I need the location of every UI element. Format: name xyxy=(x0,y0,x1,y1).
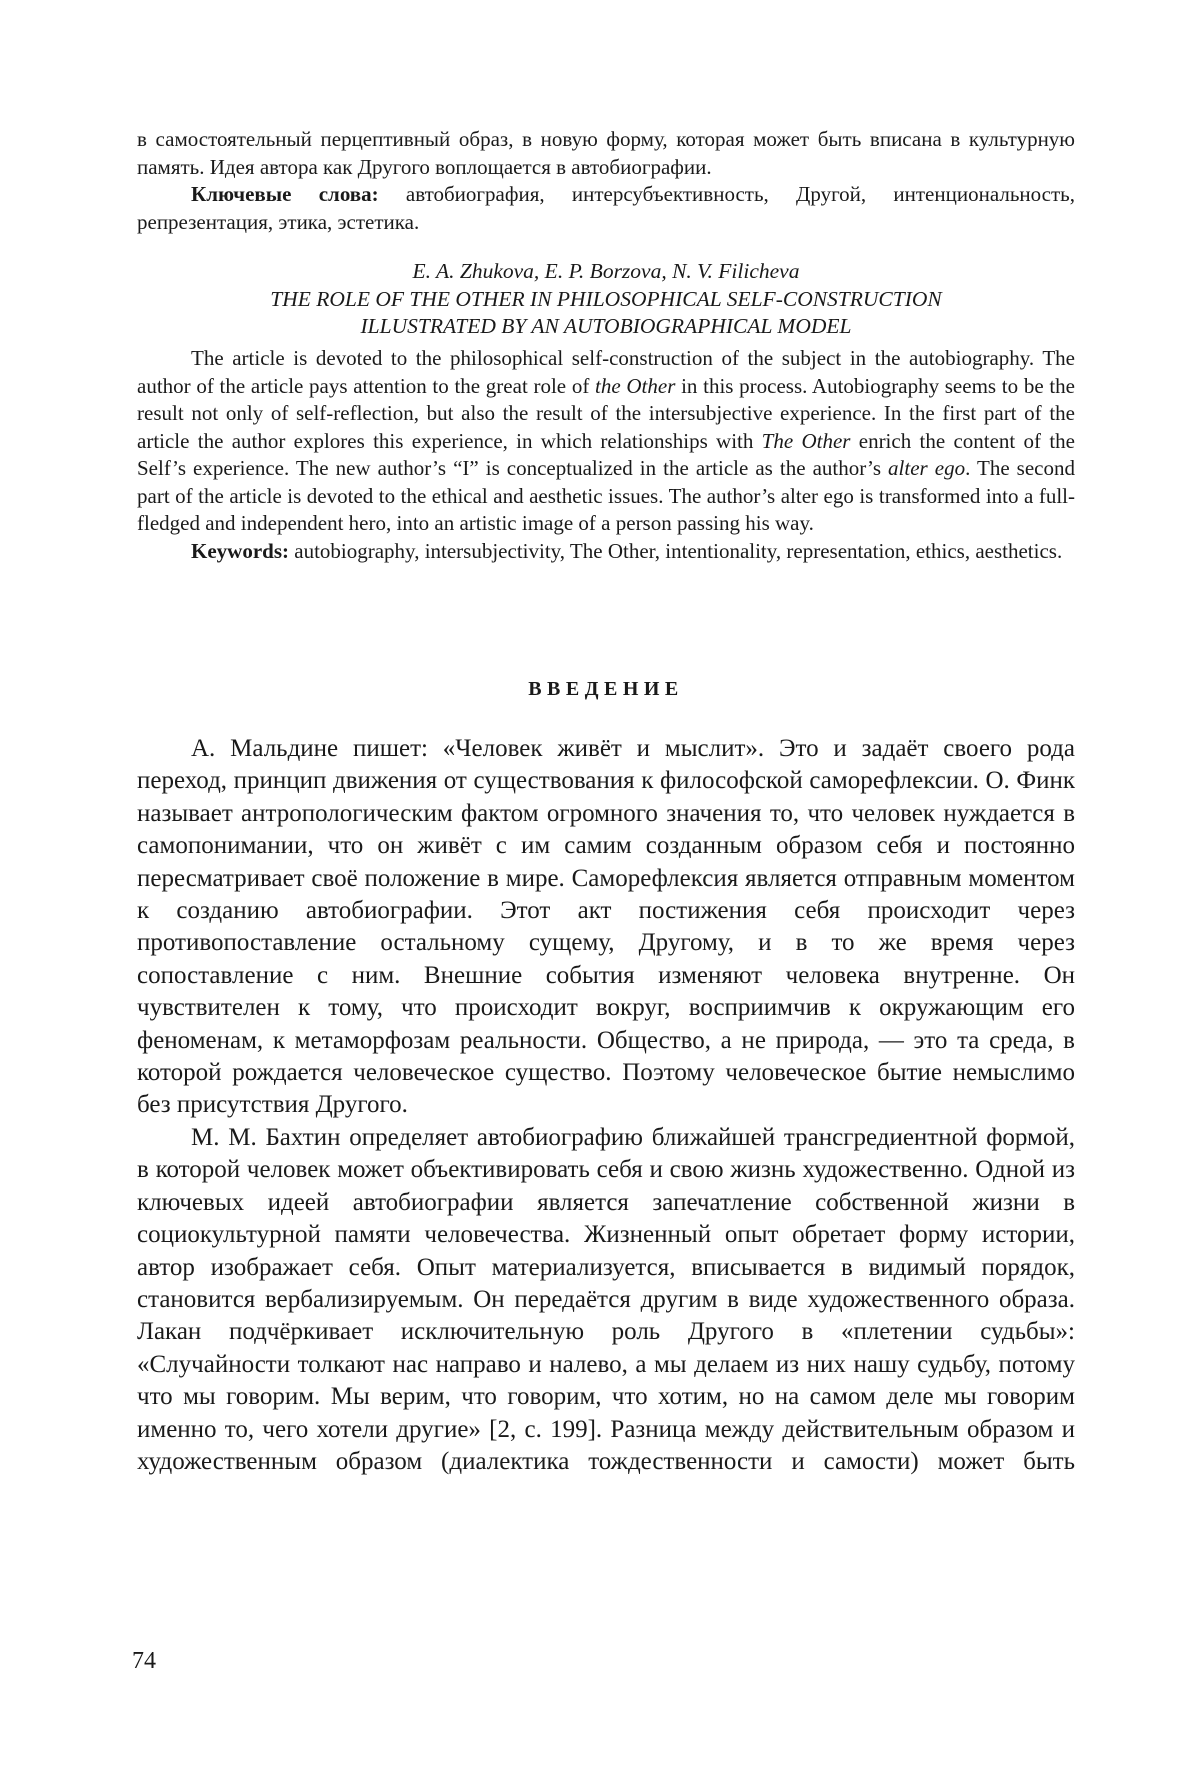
english-title-line-2: ILLUSTRATED BY AN AUTOBIOGRAPHICAL MODEL xyxy=(137,313,1075,341)
main-body xyxy=(137,733,1075,1478)
section-heading-block xyxy=(137,678,1075,701)
abstract-text-part: in this process. Autobiography seems to be the result not only of self-reflection, but also the result of the intersubjective experience. In the first part of the article the author explores this experience, in which relationships with xyxy=(137,374,1075,453)
russian-keywords-text: автобиография, интерсубъективность, Другой, интенциональность, репрезентация, этика, эстетика. xyxy=(137,182,1075,234)
english-keywords-text: autobiography, intersubjectivity, The Other, intentionality, representation, ethics, aesthetics. xyxy=(289,539,1062,563)
abstract-text-part: . The second part of the article is devoted to the ethical and aesthetic issues. The author’s alter ego is transformed into a full-fledged and independent hero, into an artistic image of a person passing his way. xyxy=(137,456,1075,535)
russian-keywords xyxy=(137,181,1075,236)
english-abstract-header xyxy=(137,258,1075,341)
page-number: 74 xyxy=(132,1648,156,1675)
abstract-text-part: The article is devoted to the philosophical self-construction of the subject in the autobiography. The author of the article pays attention to the great role of xyxy=(137,346,1075,398)
body-paragraph-1: А. Мальдине пишет: «Человек живёт и мыслит». Это и задаёт своего рода переход, принцип движения от существования к философской саморефлексии. О. Финк называет антропологическим фактом огромного значения то, что человек нуждается в самопонимании, что он живёт с им самим созданным образом себя и постоянно пересматривает своё положение в мире. Саморефлексия является отправным моментом к созданию автобиографии. Этот акт постижения себя происходит через противопоставление остальному сущему, Другому, и в то же время через сопоставление с ним. Внешние события изменяют человека внутренне. Он чувствителен к тому, что происходит вокруг, восприимчив к окружающим его феноменам, к метаморфозам реальности. Общество, а не природа, — это та среда, в которой рождается человеческое существо. Поэтому человеческое бытие немыслимо без присутствия Другого. xyxy=(137,733,1075,1122)
body-paragraph-2: М. М. Бахтин определяет автобиографию ближайшей трансгредиентной формой, в которой человек может объективировать себя и свою жизнь художественно. Одной из ключевых идеей автобиографии является запечатление собственной жизни в социокультурной памяти человечества. Жизненный опыт обретает форму истории, автор изображает себя. Опыт материализуется, вписывается в видимый порядок, становится вербализируемым. Он передаётся другим в виде художественного образа. Лакан подчёркивает исключительную роль Другого в «плетении судьбы»: «Случайности толкают нас направо и налево, а мы делаем из них нашу судьбу, потому что мы говорим. Мы верим, что говорим, что хотим, но на самом деле мы говорим именно то, чего хотели другие» [2, с. 199]. Разница между действительным образом и художественным образом (диалектика тождественности и самости) может быть xyxy=(137,1122,1075,1478)
abstract-italic-term: alter ego xyxy=(888,456,965,480)
english-authors: E. A. Zhukova, E. P. Borzova, N. V. Filicheva xyxy=(137,258,1075,286)
abstract-italic-term: the Other xyxy=(595,374,675,398)
russian-abstract-continuation: в самостоятельный перцептивный образ, в новую форму, которая может быть вписана в культурную память. Идея автора как Другого воплощается в автобиографии. xyxy=(137,126,1075,181)
abstract-italic-term: The Other xyxy=(762,429,851,453)
abstract-text-part: enrich the content of the Self’s experience. The new author’s “I” is conceptualized in the article as the author’s xyxy=(137,429,1075,481)
english-title-line-1: THE ROLE OF THE OTHER IN PHILOSOPHICAL SELF-CONSTRUCTION xyxy=(137,286,1075,314)
document-page xyxy=(0,0,1200,1784)
section-heading: ВВЕДЕНИЕ xyxy=(137,678,1075,701)
english-keywords xyxy=(137,538,1075,566)
russian-keywords-label: Ключевые слова: xyxy=(191,182,379,206)
english-abstract-text xyxy=(137,345,1075,538)
english-abstract-block xyxy=(137,345,1075,565)
english-keywords-label: Keywords: xyxy=(191,539,289,563)
russian-abstract-block xyxy=(137,126,1075,236)
